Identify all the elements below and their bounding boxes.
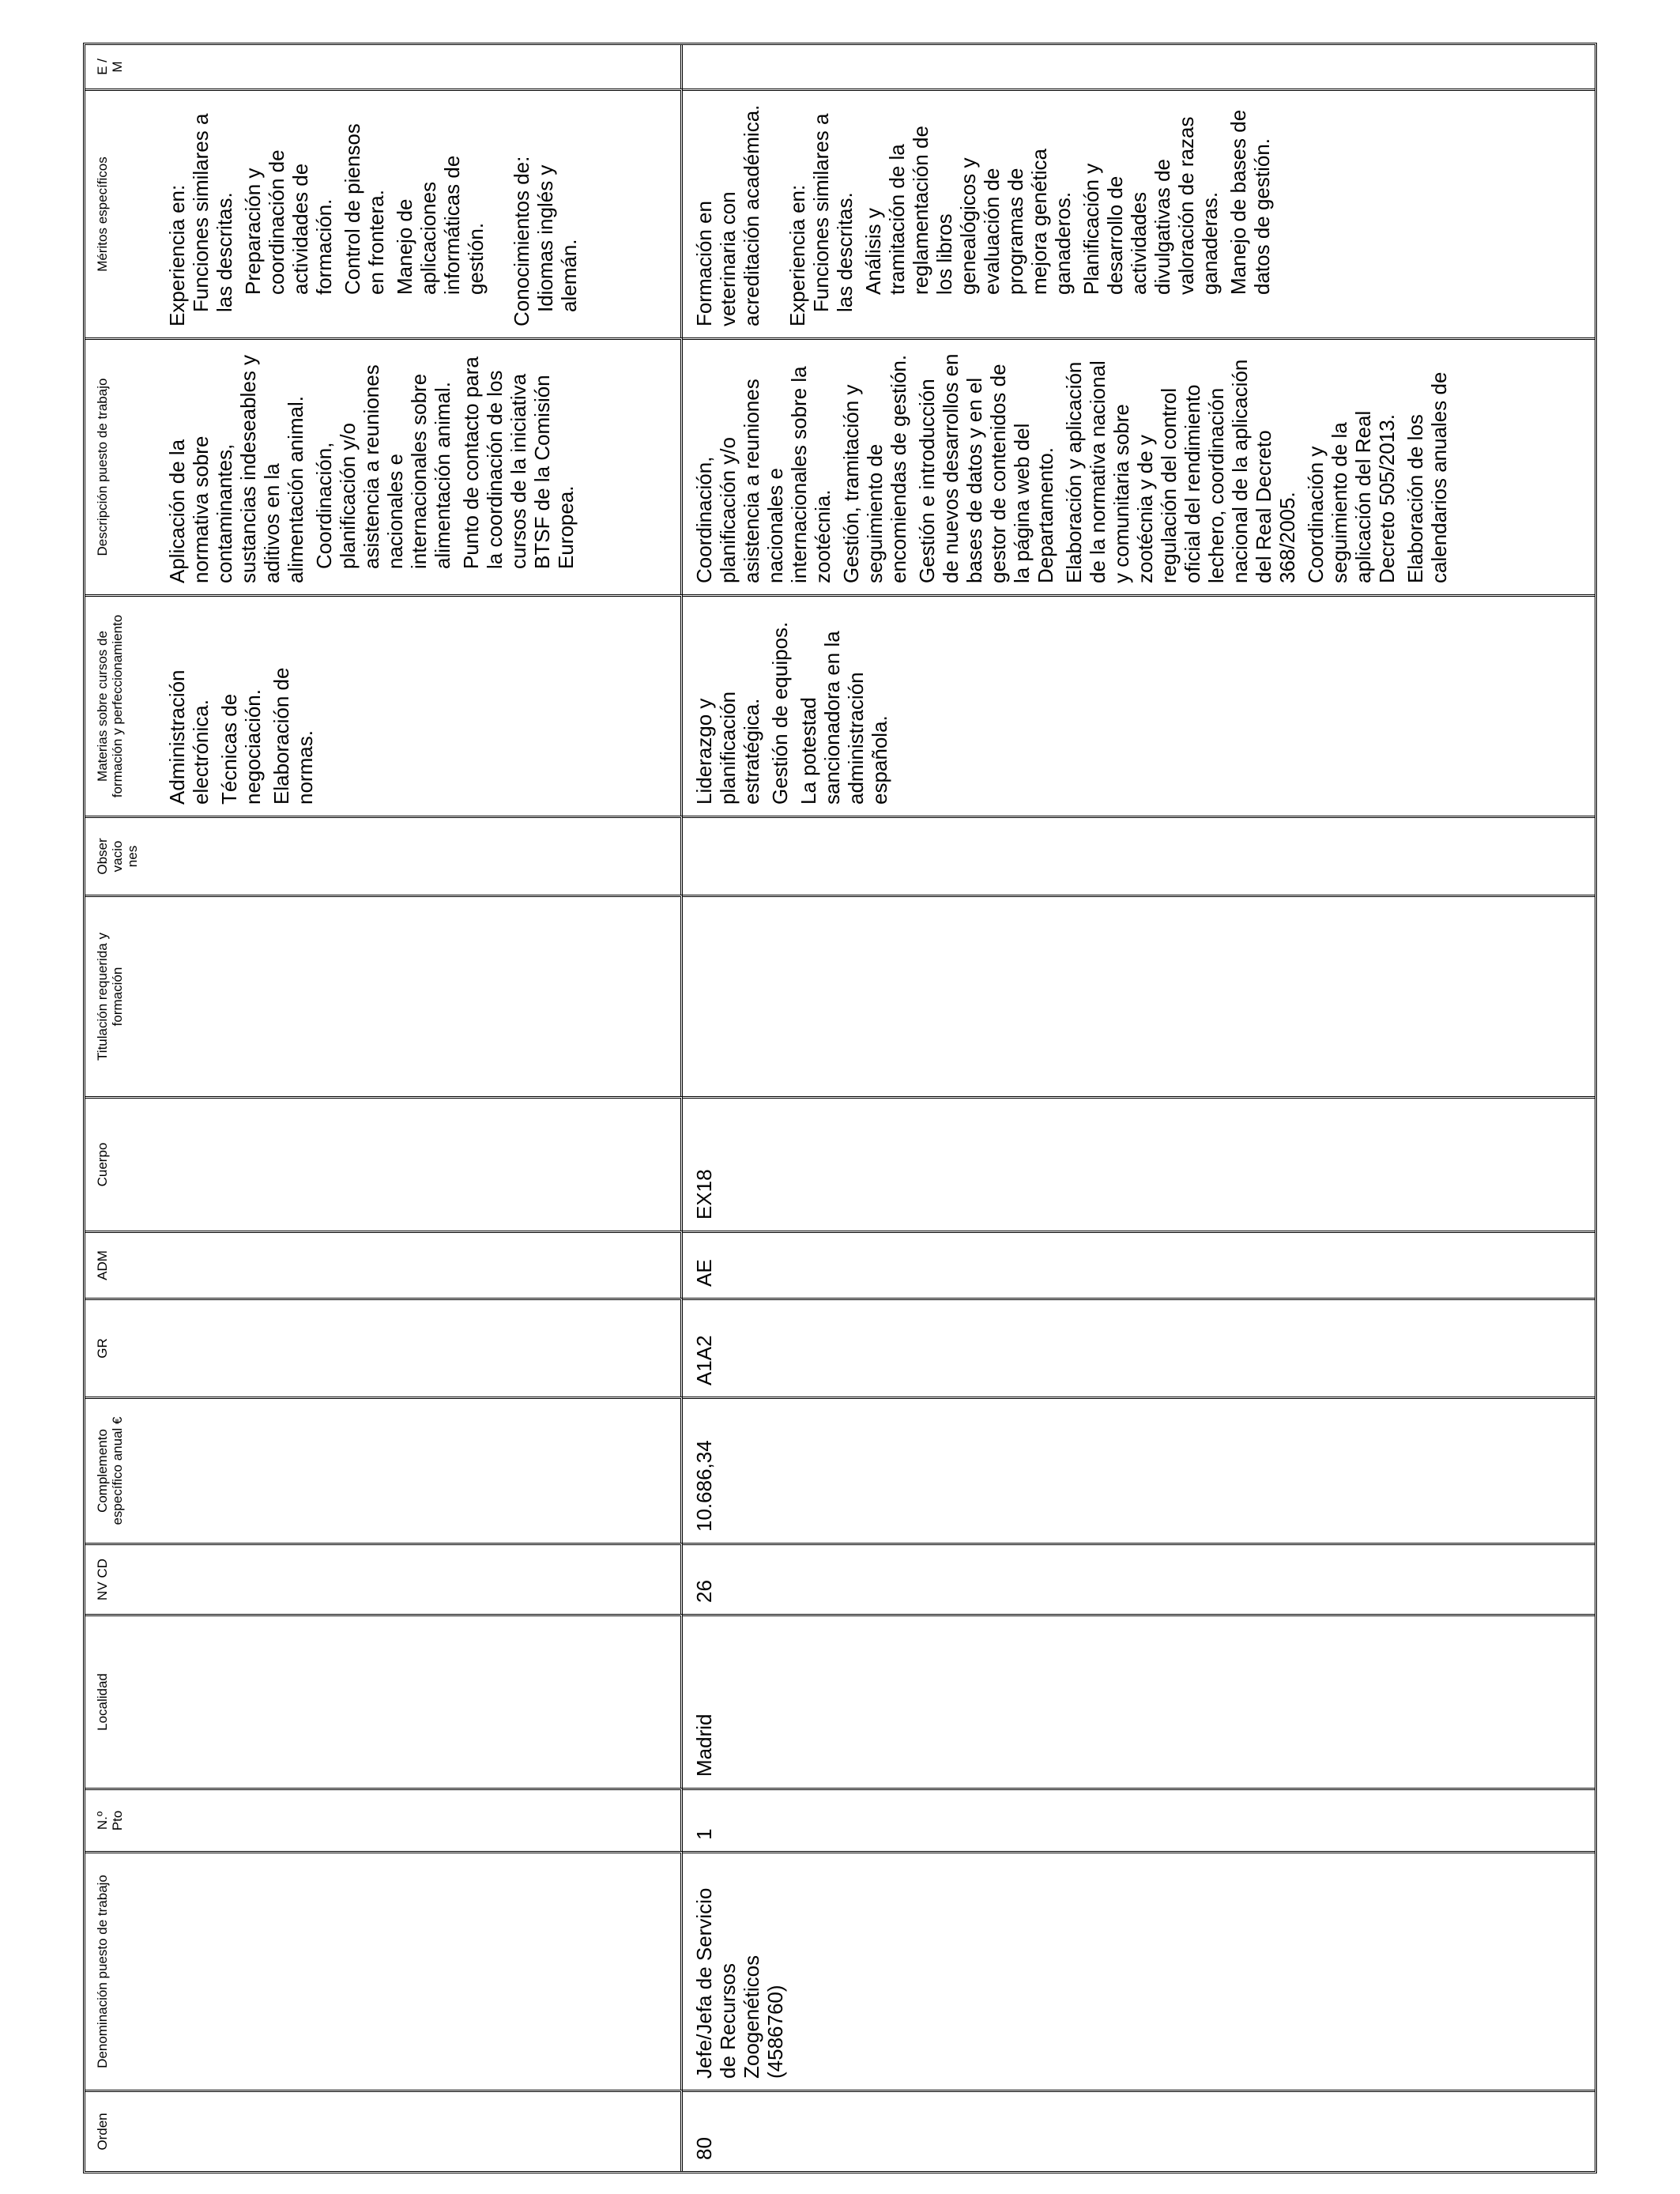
descripcion-item: Coordinación y seguimiento de la aplicación del Real Decreto 505/2013. bbox=[1304, 410, 1399, 583]
descripcion-item: Coordinación, planificación y/o asistencia a reuniones nacionales e internacionales sobre la zootécnia. bbox=[692, 366, 834, 583]
cell-adm: AE bbox=[683, 1231, 1595, 1298]
header-em: E / M bbox=[95, 58, 125, 75]
cell-observaciones bbox=[683, 816, 1595, 895]
header-observaciones: Obser vacio nes bbox=[85, 816, 156, 895]
conocimientos-intro: Conocimientos de: bbox=[510, 156, 533, 326]
merito-formacion: Formación en veterinaria con acreditación académica. bbox=[692, 104, 763, 326]
materia-item: Gestión de equipos. bbox=[768, 621, 792, 805]
cell-materias-prev bbox=[156, 594, 683, 816]
descripcion-item: Gestión, tramitación y seguimiento de encomiendas de gestión. bbox=[839, 354, 910, 583]
table-row-continued bbox=[156, 45, 683, 2171]
cell-em-prev bbox=[156, 45, 683, 89]
merito-item: Manejo de bases de datos de gestión. bbox=[1226, 109, 1274, 295]
materia-item: La potestad sancionadora en la administración española. bbox=[797, 631, 891, 805]
materia-item: Liderazgo y planificación estratégica. bbox=[692, 691, 763, 805]
header-localidad: Localidad bbox=[85, 1614, 156, 1788]
merito-item: Preparación y coordinación de actividades de formación. bbox=[241, 149, 336, 295]
cell-em bbox=[683, 45, 1595, 89]
header-complemento: Complemento específico anual € bbox=[85, 1397, 156, 1543]
header-meritos: Méritos específicos bbox=[85, 89, 156, 337]
header-num-pto: N.º Pto bbox=[85, 1788, 156, 1851]
materia-item: Elaboración de normas. bbox=[269, 667, 317, 805]
merito-item: Planificación y desarrollo de actividades divulgativas de valoración de razas ganaderas. bbox=[1079, 116, 1222, 295]
table-row bbox=[683, 45, 1595, 2171]
cell-orden: 80 bbox=[683, 2090, 1595, 2171]
header-nivel-cd: NV CD bbox=[85, 1543, 156, 1614]
header-denominacion: Denominación puesto de trabajo bbox=[85, 1851, 156, 2090]
merito-item: Manejo de aplicaciones informáticas de gestión. bbox=[393, 155, 488, 295]
cell-num-pto-prev bbox=[156, 1788, 683, 1851]
cell-localidad: Madrid bbox=[683, 1614, 1595, 1788]
conocimiento-item: Idiomas inglés y alemán. bbox=[533, 164, 581, 312]
cell-titulacion bbox=[683, 895, 1595, 1096]
cell-descripcion bbox=[683, 337, 1595, 594]
header-grupo: GR bbox=[85, 1298, 156, 1397]
header-descripcion: Descripción puesto de trabajo bbox=[85, 337, 156, 594]
cell-localidad-prev bbox=[156, 1614, 683, 1788]
materia-item: Técnicas de negociación. bbox=[217, 689, 265, 805]
cell-denominacion-prev bbox=[156, 1851, 683, 2090]
merito-item: Control de piensos en frontera. bbox=[341, 123, 388, 295]
header-materias: Materias sobre cursos de formación y perfeccionamiento bbox=[85, 594, 156, 816]
header-row bbox=[85, 45, 156, 2171]
merito-item: Funciones similares a las descritas. bbox=[809, 113, 857, 312]
cell-meritos bbox=[683, 89, 1595, 337]
cell-complemento: 10.686,34 bbox=[683, 1397, 1595, 1543]
cell-meritos-prev bbox=[156, 89, 683, 337]
merito-item: Análisis y tramitación de la reglamentación de los libros genealógicos y evaluación de programas de mejora genética ganaderos. bbox=[861, 126, 1075, 295]
header-titulacion: Titulación requerida y formación bbox=[85, 895, 156, 1096]
merito-item: Funciones similares a las descritas. bbox=[189, 113, 236, 312]
cell-observaciones-prev bbox=[156, 816, 683, 895]
descripcion-item: Elaboración y aplicación de la normativa nacional y comunitaria sobre zootécnia y de y regulación del control oficial del rendimiento lechero, coordinación nacional de la aplicación del Real Decreto 368/2005. bbox=[1062, 359, 1299, 583]
cell-titulacion-prev bbox=[156, 895, 683, 1096]
descripcion-item: Gestión e introducción de nuevos desarrollos en bases de datos y en el gestor de contenidos de la página web del Departamento. bbox=[915, 353, 1057, 583]
cell-cuerpo-prev bbox=[156, 1096, 683, 1231]
descripcion-item: Punto de contacto para la coordinación de los cursos de la iniciativa BTSF de la Comisión Europea. bbox=[459, 356, 578, 569]
meritos-intro: Experiencia en: bbox=[785, 184, 809, 326]
header-adm: ADM bbox=[85, 1231, 156, 1298]
cell-cuerpo: EX18 bbox=[683, 1096, 1595, 1231]
rotated-table-frame bbox=[83, 47, 1612, 2173]
descripcion-item: Aplicación de la normativa sobre contaminantes, sustancias indeseables y aditivos en la alimentación animal. bbox=[165, 354, 307, 583]
cell-denominacion: Jefe/Jefa de Servicio de Recursos Zoogenéticos (4586760) bbox=[683, 1851, 1595, 2090]
cell-materias bbox=[683, 594, 1595, 816]
meritos-intro: Experiencia en: bbox=[165, 184, 189, 326]
header-orden: Orden bbox=[85, 2090, 156, 2171]
descripcion-item: Elaboración de los calendarios anuales de bbox=[1403, 371, 1451, 583]
materia-item: Administración electrónica. bbox=[165, 669, 213, 805]
cell-complemento-prev bbox=[156, 1397, 683, 1543]
cell-nivel-cd: 26 bbox=[683, 1543, 1595, 1614]
cell-num-pto: 1 bbox=[683, 1788, 1595, 1851]
cell-descripcion-prev bbox=[156, 337, 683, 594]
descripcion-item: Coordinación, planificación y/o asistencia a reuniones nacionales e internacionales sobre alimentación animal. bbox=[312, 364, 454, 569]
job-positions-table bbox=[83, 43, 1597, 2173]
cell-orden-prev bbox=[156, 2090, 683, 2171]
cell-adm-prev bbox=[156, 1231, 683, 1298]
cell-grupo: A1A2 bbox=[683, 1298, 1595, 1397]
cell-grupo-prev bbox=[156, 1298, 683, 1397]
header-cuerpo: Cuerpo bbox=[85, 1096, 156, 1231]
cell-nivel-cd-prev bbox=[156, 1543, 683, 1614]
